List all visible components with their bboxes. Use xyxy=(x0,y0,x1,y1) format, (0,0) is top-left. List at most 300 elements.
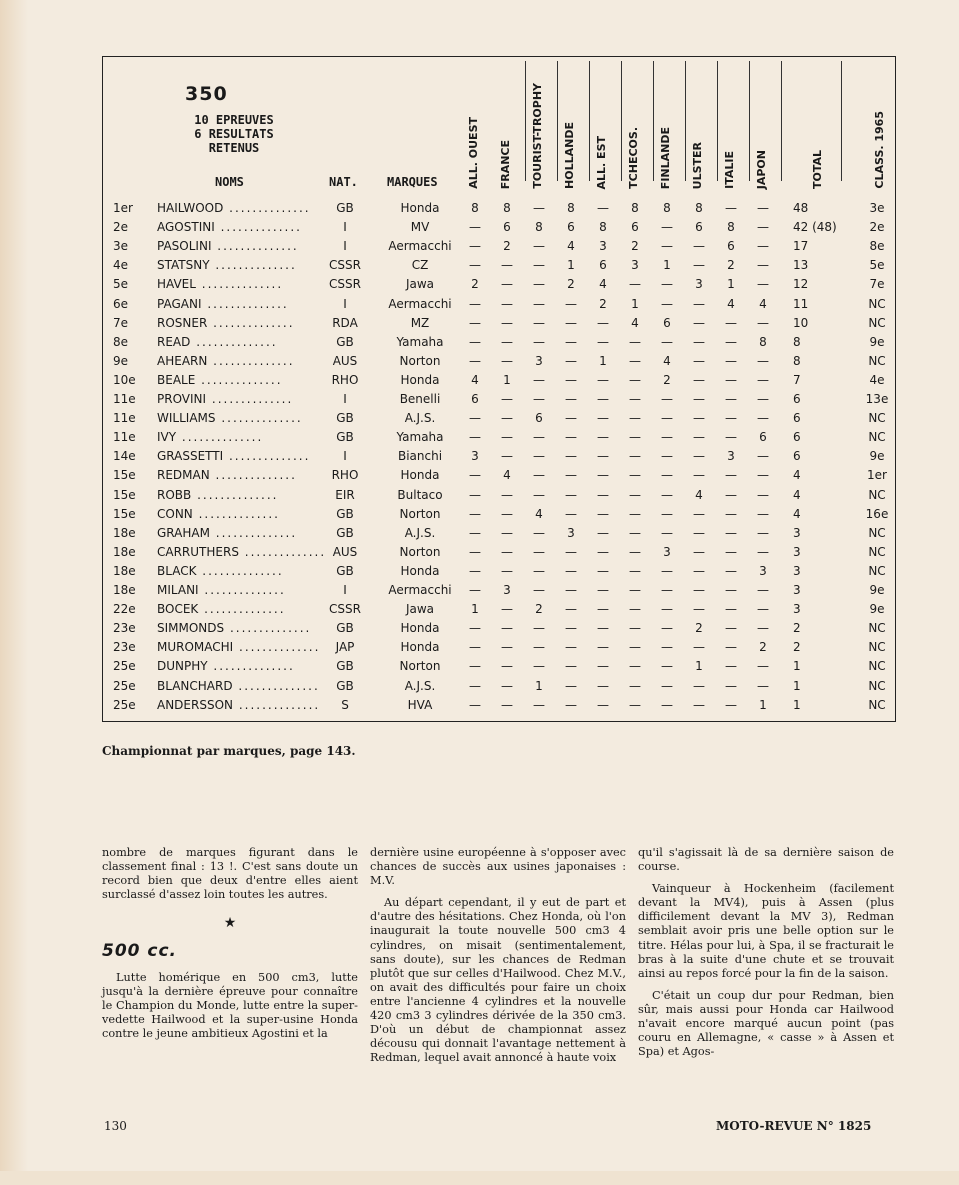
rider-name: PASOLINI xyxy=(157,239,212,254)
rider-name: CONN xyxy=(157,506,193,521)
points-cell: — xyxy=(725,697,737,712)
rider-name-cell xyxy=(157,698,327,712)
vertical-header: ALL. EST xyxy=(595,135,608,189)
points-cell: — xyxy=(629,506,641,521)
points-cell: — xyxy=(501,411,513,426)
points-cell: — xyxy=(693,544,705,559)
table-row xyxy=(103,679,897,698)
points-cell: — xyxy=(597,678,609,693)
vertical-header: TOURIST-TROPHY xyxy=(531,83,544,189)
rank-cell: 11e xyxy=(113,430,136,445)
table-row xyxy=(103,411,897,430)
class-1965-cell: NC xyxy=(868,563,886,578)
total-cell: 6 xyxy=(793,449,801,464)
points-cell: 1 xyxy=(471,602,479,617)
leader-dots: .............. xyxy=(209,525,298,540)
total-cell: 1 xyxy=(793,678,801,693)
points-cell: — xyxy=(725,544,737,559)
points-cell: — xyxy=(693,697,705,712)
points-cell: 4 xyxy=(663,353,671,368)
points-cell: — xyxy=(725,525,737,540)
leader-dots: .............. xyxy=(198,583,286,597)
points-cell: 1 xyxy=(567,258,575,273)
article-column-2 xyxy=(370,846,626,1073)
total-cell: 1 xyxy=(793,659,801,674)
rank-cell: 7e xyxy=(113,315,129,330)
points-cell: — xyxy=(565,468,577,483)
paragraph: Lutte homérique en 500 cm3, lutte jusqu'à la dernière épreuve pour connaître le Champion du Monde, lutte entre la super-vedette Hailwood et la super-usine Honda contre le jeune ambitieux Agostini et la xyxy=(102,970,358,1040)
points-cell: — xyxy=(725,583,737,597)
points-cell: 1 xyxy=(759,697,767,712)
rider-name-cell xyxy=(157,468,327,482)
rider-name-cell xyxy=(157,392,327,406)
total-cell: 8 xyxy=(793,334,801,349)
class-1965-cell: 2e xyxy=(869,220,885,235)
points-cell: 3 xyxy=(535,353,543,368)
points-cell: — xyxy=(565,334,577,349)
points-cell: 1 xyxy=(631,296,639,311)
rank-cell: 18e xyxy=(113,525,136,540)
points-cell: — xyxy=(725,411,737,426)
points-cell: — xyxy=(629,392,641,406)
points-cell: — xyxy=(693,296,705,311)
nationality-cell: GB xyxy=(336,621,354,636)
class-1965-cell: 9e xyxy=(869,449,885,464)
points-cell: 4 xyxy=(727,296,735,311)
points-cell: — xyxy=(533,430,545,445)
make-cell: MV xyxy=(410,220,430,235)
nationality-cell: GB xyxy=(336,430,354,445)
make-cell: CZ xyxy=(411,258,429,273)
points-cell: 3 xyxy=(471,449,479,464)
class-1965-cell: 3e xyxy=(869,201,885,215)
points-cell: — xyxy=(661,392,673,406)
points-cell: 6 xyxy=(567,220,575,235)
class-1965-cell: 9e xyxy=(869,583,885,597)
points-cell: — xyxy=(533,392,545,406)
points-cell: 6 xyxy=(503,220,511,235)
rider-name-cell xyxy=(157,640,327,654)
points-cell: — xyxy=(693,449,705,464)
points-cell: 1 xyxy=(599,353,607,368)
points-cell: — xyxy=(533,525,545,540)
points-cell: — xyxy=(725,392,737,406)
page-edge-shadow xyxy=(0,0,28,1185)
rank-cell: 18e xyxy=(113,544,136,559)
points-cell: 4 xyxy=(599,277,607,292)
points-cell: — xyxy=(725,372,737,387)
points-cell: — xyxy=(757,468,769,483)
points-cell: 8 xyxy=(631,201,639,215)
rider-name: AHEARN xyxy=(157,353,208,368)
article-column-1 xyxy=(102,846,358,1049)
points-cell: 8 xyxy=(663,201,671,215)
points-cell: — xyxy=(693,602,705,617)
nationality-cell: I xyxy=(343,583,347,597)
points-cell: — xyxy=(661,583,673,597)
points-cell: — xyxy=(725,621,737,636)
rider-name: MILANI xyxy=(157,583,199,597)
points-cell: — xyxy=(469,487,481,502)
nationality-cell: GB xyxy=(336,678,354,693)
points-cell: — xyxy=(693,353,705,368)
points-cell: — xyxy=(693,239,705,254)
table-row xyxy=(103,640,897,659)
points-cell: — xyxy=(757,201,769,215)
points-cell: — xyxy=(629,449,641,464)
points-cell: — xyxy=(501,353,513,368)
points-cell: — xyxy=(629,602,641,617)
points-cell: 8 xyxy=(759,334,767,349)
nationality-cell: CSSR xyxy=(329,602,361,617)
points-cell: — xyxy=(469,678,481,693)
points-cell: — xyxy=(533,563,545,578)
class-1965-cell: NC xyxy=(868,525,886,540)
rank-cell: 23e xyxy=(113,640,136,655)
points-cell: — xyxy=(565,506,577,521)
points-cell: — xyxy=(693,506,705,521)
total-cell: 6 xyxy=(793,430,801,445)
points-cell: — xyxy=(501,296,513,311)
points-cell: 6 xyxy=(631,220,639,235)
points-cell: — xyxy=(661,411,673,426)
rider-name-cell xyxy=(157,449,327,463)
points-cell: — xyxy=(565,563,577,578)
table-row xyxy=(103,430,897,449)
points-cell: — xyxy=(725,201,737,215)
points-cell: — xyxy=(597,621,609,636)
points-cell: — xyxy=(597,411,609,426)
points-cell: 8 xyxy=(599,220,607,235)
points-cell: — xyxy=(629,353,641,368)
points-cell: — xyxy=(501,525,513,540)
total-cell: 2 xyxy=(793,640,801,655)
leader-dots: .............. xyxy=(195,277,284,292)
rider-name-cell xyxy=(157,583,327,597)
rank-cell: 11e xyxy=(113,392,136,406)
points-cell: — xyxy=(469,468,481,483)
points-cell: 6 xyxy=(535,411,543,426)
rank-cell: 25e xyxy=(113,697,136,712)
points-cell: 1 xyxy=(695,659,703,674)
points-cell: — xyxy=(629,334,641,349)
rank-cell: 8e xyxy=(113,334,129,349)
points-cell: — xyxy=(565,372,577,387)
table-row xyxy=(103,354,897,373)
make-cell: Bianchi xyxy=(397,449,443,464)
points-cell: — xyxy=(501,277,513,292)
rider-name-cell xyxy=(157,277,327,291)
nationality-cell: GB xyxy=(336,334,354,349)
points-cell: 6 xyxy=(727,239,735,254)
total-cell: 3 xyxy=(793,525,801,540)
table-row xyxy=(103,335,897,354)
leader-dots: .............. xyxy=(209,468,297,483)
paragraph: Vainqueur à Hockenheim (facilement devant la MV4), puis à Assen (plus difficilement devant la MV 3), Redman semblait avoir pris une belle option sur le titre. Hélas pour lui, à Spa, il se fracturait le bras à la suite d'une chute et se trouvait ainsi au repos forcé pour la fin de la saison. xyxy=(638,882,894,980)
rider-name-cell xyxy=(157,373,327,387)
nationality-cell: GB xyxy=(336,659,354,674)
rank-cell: 18e xyxy=(113,583,136,597)
nationality-cell: GB xyxy=(336,563,354,578)
rider-name-cell xyxy=(157,602,327,616)
nationality-cell: CSSR xyxy=(329,277,361,292)
table-row xyxy=(103,201,897,220)
make-cell: Bultaco xyxy=(397,487,443,502)
points-cell: 2 xyxy=(503,239,511,254)
points-cell: — xyxy=(565,640,577,655)
points-cell: — xyxy=(757,602,769,617)
points-cell: 4 xyxy=(535,506,543,521)
total-cell: 6 xyxy=(793,392,801,406)
points-cell: 3 xyxy=(759,563,767,578)
table-row xyxy=(103,316,897,335)
points-cell: — xyxy=(533,583,545,597)
nationality-cell: RHO xyxy=(331,372,359,387)
points-cell: — xyxy=(597,640,609,655)
points-cell: 1 xyxy=(727,277,735,292)
make-cell: Aermacchi xyxy=(388,583,452,597)
total-cell: 48 xyxy=(793,201,809,215)
points-cell: — xyxy=(597,372,609,387)
make-cell: Jawa xyxy=(405,602,435,617)
points-cell: — xyxy=(597,659,609,674)
points-cell: — xyxy=(597,430,609,445)
points-cell: 8 xyxy=(567,201,575,215)
nationality-cell: S xyxy=(341,697,349,712)
nationality-cell: CSSR xyxy=(329,258,361,273)
vertical-header: ALL. OUEST xyxy=(467,117,480,189)
class-1965-cell: NC xyxy=(868,544,886,559)
vertical-header: CLASS. 1965 xyxy=(873,111,886,189)
table-row xyxy=(103,373,897,392)
make-cell: Honda xyxy=(400,563,440,578)
class-1965-cell: 4e xyxy=(869,372,885,387)
points-cell: — xyxy=(597,392,609,406)
points-cell: 4 xyxy=(631,315,639,330)
points-cell: — xyxy=(565,296,577,311)
points-cell: — xyxy=(757,583,769,597)
table-row xyxy=(103,507,897,526)
points-cell: — xyxy=(469,239,481,254)
class-1965-cell: 7e xyxy=(869,277,885,292)
make-cell: Honda xyxy=(400,621,440,636)
points-cell: — xyxy=(757,239,769,254)
total-cell: 3 xyxy=(793,602,801,617)
leader-dots: .............. xyxy=(233,640,321,655)
points-cell: — xyxy=(501,697,513,712)
total-cell: 42 (48) xyxy=(793,220,837,235)
points-cell: — xyxy=(533,296,545,311)
make-cell: Jawa xyxy=(405,277,435,292)
points-cell: — xyxy=(629,563,641,578)
points-cell: — xyxy=(597,506,609,521)
points-cell: — xyxy=(469,353,481,368)
points-cell: — xyxy=(693,334,705,349)
leader-dots: .............. xyxy=(196,563,284,578)
points-cell: — xyxy=(533,544,545,559)
class-1965-cell: 5e xyxy=(869,258,885,273)
make-cell: HVA xyxy=(407,697,433,712)
col-header-nat: NAT. xyxy=(329,175,358,189)
make-cell: Benelli xyxy=(399,392,441,406)
rider-name: READ xyxy=(157,334,191,349)
points-cell: — xyxy=(725,506,737,521)
points-cell: — xyxy=(725,678,737,693)
points-cell: — xyxy=(725,602,737,617)
rider-name: BLANCHARD xyxy=(157,678,233,693)
vertical-header: FRANCE xyxy=(499,139,512,189)
rider-name: SIMMONDS xyxy=(157,621,225,636)
points-cell: — xyxy=(661,602,673,617)
rider-name: PAGANI xyxy=(157,296,202,311)
rider-name-cell xyxy=(157,564,327,578)
points-cell: — xyxy=(501,430,513,445)
points-cell: — xyxy=(597,563,609,578)
points-cell: — xyxy=(629,544,641,559)
points-cell: — xyxy=(725,563,737,578)
rider-name: GRASSETTI xyxy=(157,449,224,464)
total-cell: 3 xyxy=(793,563,801,578)
rider-name-cell xyxy=(157,335,327,349)
vertical-header: HOLLANDE xyxy=(563,122,576,189)
points-cell: — xyxy=(533,334,545,349)
table-row xyxy=(103,583,897,602)
leader-dots: .............. xyxy=(214,220,302,235)
make-cell: Norton xyxy=(399,506,441,521)
points-cell: 3 xyxy=(503,583,511,597)
points-cell: 2 xyxy=(727,258,735,273)
class-1965-cell: NC xyxy=(868,621,886,636)
points-cell: — xyxy=(501,392,513,406)
points-cell: — xyxy=(469,334,481,349)
magazine-issue: MOTO-REVUE N° 1825 xyxy=(716,1119,872,1133)
points-cell: — xyxy=(629,659,641,674)
subtitle-line: 10 EPREUVES xyxy=(194,113,274,127)
points-cell: — xyxy=(533,468,545,483)
points-cell: — xyxy=(757,449,769,464)
table-row xyxy=(103,698,897,717)
points-cell: — xyxy=(725,334,737,349)
nationality-cell: EIR xyxy=(335,487,355,502)
points-cell: 6 xyxy=(695,220,703,235)
points-cell: — xyxy=(693,372,705,387)
points-cell: — xyxy=(469,411,481,426)
leader-dots: .............. xyxy=(215,411,303,426)
total-cell: 13 xyxy=(793,258,809,273)
points-cell: 1 xyxy=(503,372,511,387)
leader-dots: .............. xyxy=(209,258,297,273)
table-row xyxy=(103,659,897,678)
total-cell: 12 xyxy=(793,277,809,292)
rider-name-cell xyxy=(157,239,327,253)
nationality-cell: GB xyxy=(336,506,354,521)
points-cell: — xyxy=(565,487,577,502)
points-cell: — xyxy=(501,315,513,330)
points-cell: 4 xyxy=(471,372,479,387)
points-cell: 8 xyxy=(695,201,703,215)
total-cell: 4 xyxy=(793,487,801,502)
points-cell: 2 xyxy=(567,277,575,292)
nationality-cell: I xyxy=(343,449,347,464)
nationality-cell: GB xyxy=(336,411,354,426)
points-cell: 8 xyxy=(727,220,735,235)
points-cell: — xyxy=(565,544,577,559)
points-cell: — xyxy=(725,353,737,368)
class-1965-cell: 8e xyxy=(869,239,885,254)
points-cell: — xyxy=(597,334,609,349)
points-cell: 6 xyxy=(471,392,479,406)
total-cell: 4 xyxy=(793,506,801,521)
table-row xyxy=(103,526,897,545)
points-cell: — xyxy=(661,659,673,674)
rider-name-cell xyxy=(157,411,327,425)
points-cell: — xyxy=(501,506,513,521)
points-cell: — xyxy=(661,697,673,712)
points-cell: — xyxy=(597,697,609,712)
points-cell: 2 xyxy=(535,602,543,617)
points-cell: 1 xyxy=(535,678,543,693)
points-cell: — xyxy=(469,296,481,311)
make-cell: A.J.S. xyxy=(404,411,436,426)
column-separator xyxy=(525,61,526,181)
points-cell: 4 xyxy=(567,239,575,254)
points-cell: — xyxy=(661,239,673,254)
rider-name: BEALE xyxy=(157,372,196,387)
points-cell: — xyxy=(565,621,577,636)
points-cell: — xyxy=(693,315,705,330)
points-cell: — xyxy=(533,621,545,636)
rank-cell: 3e xyxy=(113,239,129,254)
section-title: 500 cc. xyxy=(102,941,178,962)
rider-name: ROBB xyxy=(157,487,192,502)
rank-cell: 11e xyxy=(113,411,136,426)
make-cell: Honda xyxy=(400,468,440,483)
make-cell: Honda xyxy=(400,201,440,215)
points-cell: — xyxy=(469,430,481,445)
points-cell: — xyxy=(501,449,513,464)
table-row xyxy=(103,602,897,621)
table-row xyxy=(103,392,897,411)
points-cell: — xyxy=(533,449,545,464)
rider-name: REDMAN xyxy=(157,468,210,483)
points-cell: — xyxy=(501,258,513,273)
rank-cell: 2e xyxy=(113,220,129,235)
points-cell: — xyxy=(661,220,673,235)
points-cell: — xyxy=(725,640,737,655)
class-1965-cell: NC xyxy=(868,678,886,693)
rank-cell: 1er xyxy=(113,201,133,215)
paragraph: Au départ cependant, il y eut de part et d'autre des hésitations. Chez Honda, où l'on inaugurait la toute nouvelle 500 cm3 4 cylindres, on misait (sentimentalement, sans doute), sur les chances de Redman plutôt que sur celles d'Hailwood. Chez M.V., on avait des difficultés pour faire un choix entre l'ancienne 4 cylindres et la nouvelle 420 cm3 3 cylindres dérivée de la 350 cm3. D'où un début de championnat assez décousu qui donnait l'avantage nettement à Redman, lequel avait annoncé à haute voix xyxy=(370,896,626,1065)
class-1965-cell: NC xyxy=(868,353,886,368)
class-1965-cell: 9e xyxy=(869,602,885,617)
points-cell: — xyxy=(597,449,609,464)
rider-name-cell xyxy=(157,316,327,330)
leader-dots: .............. xyxy=(206,392,294,406)
column-separator xyxy=(653,61,654,181)
points-cell: — xyxy=(533,659,545,674)
class-1965-cell: 9e xyxy=(869,334,885,349)
vertical-header: ULSTER xyxy=(691,141,704,189)
class-1965-cell: NC xyxy=(868,430,886,445)
class-1965-cell: NC xyxy=(868,640,886,655)
subtitle-line: RETENUS xyxy=(208,141,260,155)
vertical-header: JAPON xyxy=(755,149,768,189)
points-cell: 8 xyxy=(471,201,479,215)
column-separator xyxy=(749,61,750,181)
rank-cell: 18e xyxy=(113,563,136,578)
points-cell: — xyxy=(501,334,513,349)
points-cell: — xyxy=(629,678,641,693)
